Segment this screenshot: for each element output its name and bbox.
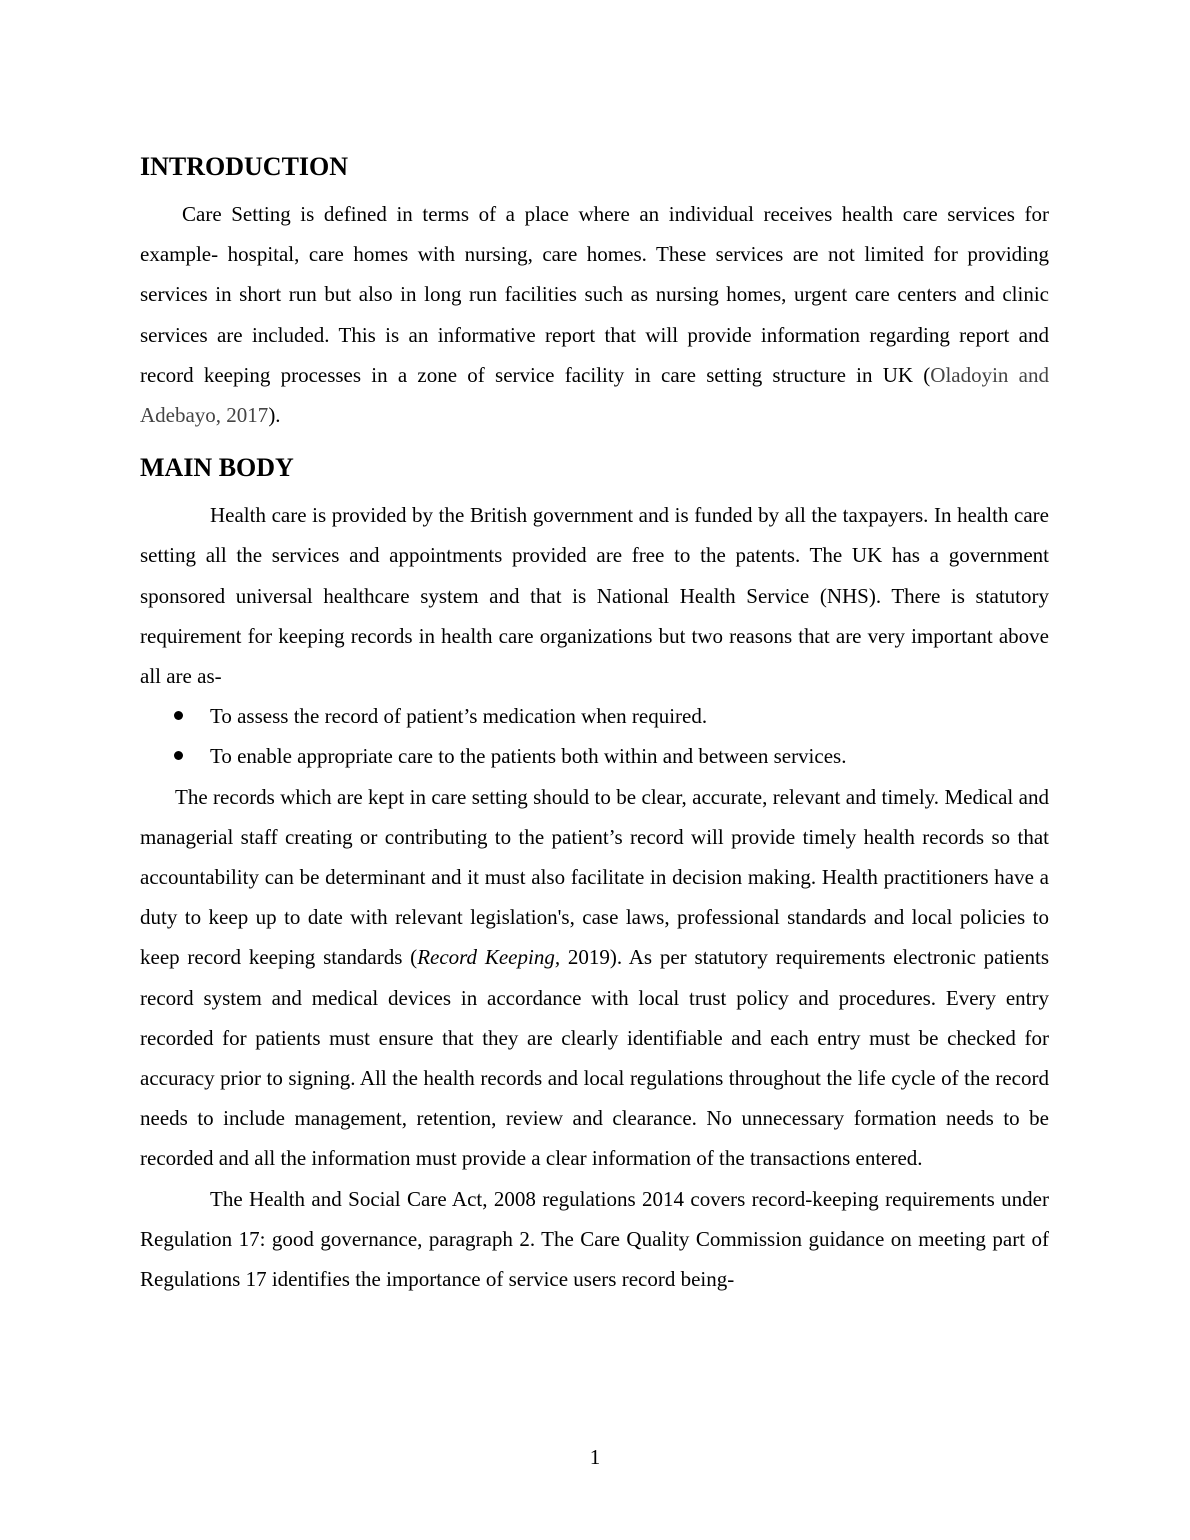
bullet-list-item <box>140 736 1049 776</box>
bullet-text: To enable appropriate care to the patients both within and between services. <box>210 744 847 769</box>
main-body-heading: MAIN BODY <box>140 453 294 483</box>
bullet-text: To assess the record of patient’s medication when required. <box>210 704 708 729</box>
introduction-paragraph-text: Care Setting is defined in terms of a place where an individual receives health care services for example- hospital, care homes with nursing, care homes. These services are not limited for providing services in short run but also in long run facilities such as nursing homes, urgent care centers and clinic services are included. This is an informative report that will provide information regarding report and record keeping processes in a zone of service facility in care setting structure in UK ( <box>140 202 1049 387</box>
main-body-paragraph-3: The Health and Social Care Act, 2008 regulations 2014 covers record-keeping requirements under Regulation 17: good governance, paragraph 2. The Care Quality Commission guidance on meeting part of Regulations 17 identifies the importance of service users record being- <box>140 1186 1049 1292</box>
main-body-paragraph-1: Health care is provided by the British government and is funded by all the taxpayers. In health care setting all the services and appointments provided are free to the patents. The UK has a government sponsored universal healthcare system and that is National Health Service (NHS). There is statutory requirement for keeping records in health care organizations but two reasons that are very important above all are as- <box>140 503 1049 689</box>
paragraph-2-text-end: 2019). As per statutory requirements electronic patients record system and medical devices in accordance with local trust policy and procedures. Every entry recorded for patients must ensure that they are clearly identifiable and each entry must be checked for accuracy prior to signing. All the health records and local regulations throughout the life cycle of the record needs to include management, retention, review and clearance. No unnecessary formation needs to be recorded and all the information must provide a clear information of the transactions entered. <box>140 945 1049 1171</box>
page-content <box>140 150 1049 1299</box>
reasons-bullet-list <box>140 696 1049 776</box>
page-number: 1 <box>589 1445 601 1469</box>
paragraph-2-text-start: The records which are kept in care setting should to be clear, accurate, relevant and timely. Medical and managerial staff creating or contributing to the patient’s record will provide timely health records so that accountability can be determinant and it must also facilitate in decision making. Health practitioners have a duty to keep up to date with relevant legislation's, case laws, professional standards and local policies to keep record keeping standards ( <box>140 784 1049 970</box>
introduction-heading: INTRODUCTION <box>140 152 349 181</box>
bullet-icon <box>174 751 183 760</box>
introduction-paragraph-end: ). <box>268 403 281 428</box>
paragraph-2-citation: Record Keeping, <box>417 945 561 970</box>
bullet-list-item <box>140 696 1049 736</box>
introduction-paragraph <box>140 194 1049 435</box>
introduction-citation: Oladoyin and Adebayo, 2017 <box>140 362 1049 428</box>
main-body-paragraph-2 <box>140 777 1049 1179</box>
bullet-icon <box>174 711 183 720</box>
